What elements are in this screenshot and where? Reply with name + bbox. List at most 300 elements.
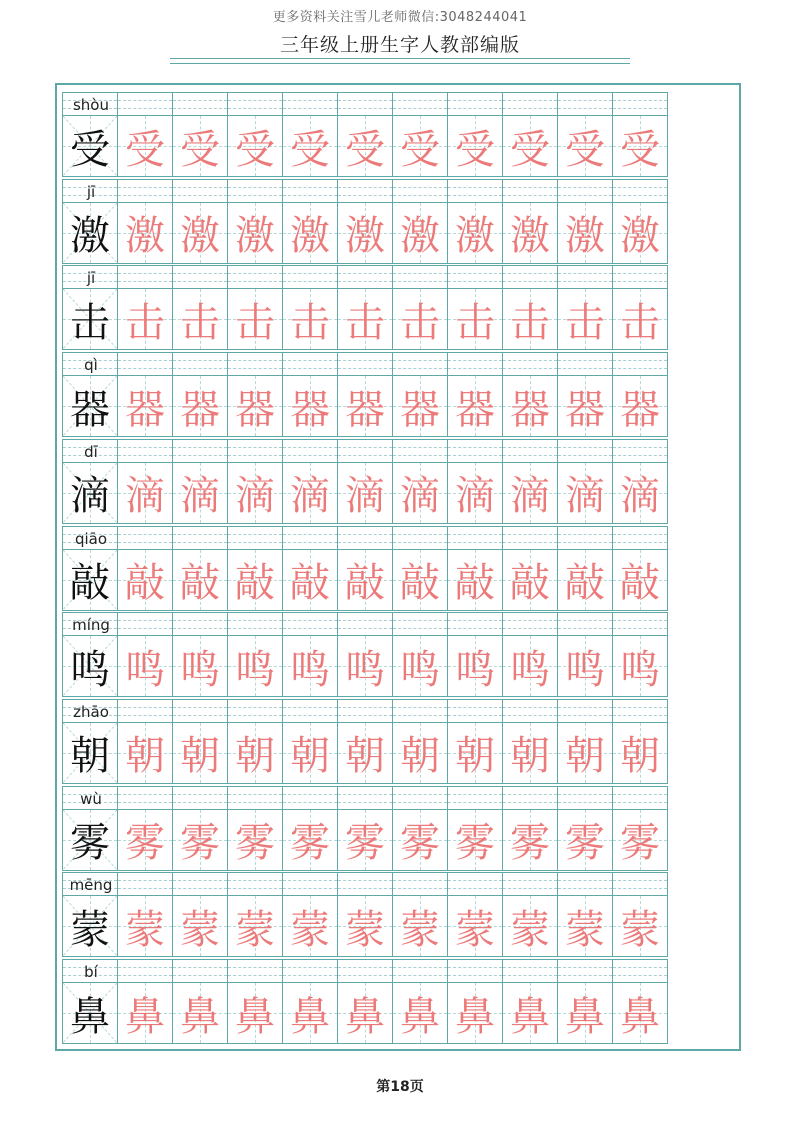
pinyin-cell: [62, 439, 118, 463]
trace-character: 激: [455, 213, 495, 260]
trace-character: 蒙: [455, 906, 495, 953]
trace-character-cell: [117, 982, 173, 1044]
model-character-cell: [62, 288, 118, 350]
trace-character: 击: [235, 299, 275, 346]
trace-character: 朝: [345, 733, 385, 780]
pinyin-practice-cell: [392, 612, 448, 636]
trace-character-cell: [172, 549, 228, 611]
trace-character: 鼻: [290, 993, 330, 1040]
pinyin-label: qì: [84, 356, 98, 375]
trace-character-cell: [282, 635, 338, 697]
trace-character-cell: [117, 722, 173, 784]
trace-character-cell: [337, 982, 393, 1044]
trace-character: 鼻: [565, 993, 605, 1040]
pinyin-cell: [62, 959, 118, 983]
model-character: 鸣: [70, 646, 110, 693]
pinyin-label: míng: [72, 616, 110, 635]
character-row: [62, 203, 734, 265]
trace-character-cell: [117, 202, 173, 264]
trace-character: 滴: [565, 473, 605, 520]
trace-character-cell: [337, 202, 393, 264]
trace-character-cell: [227, 635, 283, 697]
trace-character-cell: [557, 809, 613, 871]
pinyin-practice-cell: [227, 526, 283, 550]
pinyin-practice-cell: [337, 786, 393, 810]
trace-character: 朝: [510, 733, 550, 780]
trace-character: 敲: [180, 560, 220, 606]
pinyin-practice-cell: [447, 526, 503, 550]
pinyin-practice-cell: [227, 786, 283, 810]
pinyin-practice-cell: [447, 786, 503, 810]
trace-character: 滴: [400, 473, 440, 520]
trace-character: 敲: [345, 560, 385, 606]
trace-character: 雾: [235, 820, 275, 867]
pinyin-practice-cell: [282, 612, 338, 636]
pinyin-label: dī: [84, 442, 98, 461]
pinyin-label: jī: [86, 269, 96, 288]
trace-character-cell: [392, 635, 448, 697]
pinyin-practice-cell: [227, 699, 283, 723]
pinyin-practice-cell: [337, 699, 393, 723]
character-row: [62, 723, 734, 785]
trace-character-cell: [117, 549, 173, 611]
trace-character-cell: [172, 462, 228, 524]
pinyin-practice-cell: [337, 352, 393, 376]
pinyin-practice-cell: [172, 439, 228, 463]
trace-character-cell: [557, 549, 613, 611]
character-entry: [62, 959, 734, 1046]
pinyin-label: zhāo: [73, 702, 109, 721]
pinyin-practice-cell: [117, 439, 173, 463]
trace-character-cell: [502, 722, 558, 784]
pinyin-practice-cell: [227, 439, 283, 463]
pinyin-practice-cell: [557, 612, 613, 636]
trace-character: 滴: [125, 473, 165, 520]
character-row: [62, 463, 734, 525]
pinyin-practice-cell: [117, 872, 173, 896]
model-character: 敲: [70, 560, 110, 606]
trace-character-cell: [502, 202, 558, 264]
pinyin-practice-cell: [117, 526, 173, 550]
trace-character: 器: [620, 386, 660, 433]
pinyin-practice-cell: [172, 92, 228, 116]
pinyin-practice-cell: [337, 92, 393, 116]
trace-character: 滴: [345, 473, 385, 520]
trace-character: 鼻: [345, 993, 385, 1040]
trace-character: 滴: [455, 473, 495, 520]
pinyin-practice-cell: [612, 179, 668, 203]
trace-character-cell: [282, 288, 338, 350]
trace-character-cell: [502, 462, 558, 524]
trace-character: 击: [510, 299, 550, 346]
trace-character-cell: [172, 115, 228, 177]
pinyin-practice-cell: [557, 352, 613, 376]
trace-character: 受: [400, 126, 440, 173]
trace-character-cell: [502, 982, 558, 1044]
character-row: [62, 983, 734, 1045]
character-entry: [62, 265, 734, 352]
trace-character: 朝: [235, 733, 275, 780]
character-entry: [62, 612, 734, 699]
trace-character-cell: [612, 288, 668, 350]
trace-character: 击: [180, 299, 220, 346]
pinyin-row: [62, 439, 734, 463]
pinyin-practice-cell: [227, 612, 283, 636]
trace-character-cell: [502, 549, 558, 611]
pinyin-practice-cell: [447, 872, 503, 896]
trace-character-cell: [172, 895, 228, 957]
trace-character-cell: [447, 288, 503, 350]
page-number: 第18页: [376, 1079, 424, 1095]
pinyin-practice-cell: [172, 265, 228, 289]
trace-character: 鸣: [510, 646, 550, 693]
trace-character: 受: [125, 126, 165, 173]
trace-character: 击: [455, 299, 495, 346]
trace-character: 敲: [510, 560, 550, 606]
pinyin-practice-cell: [227, 265, 283, 289]
character-entry: [62, 179, 734, 266]
pinyin-practice-cell: [447, 699, 503, 723]
trace-character-cell: [612, 982, 668, 1044]
trace-character-cell: [392, 375, 448, 437]
trace-character-cell: [502, 288, 558, 350]
pinyin-label: shòu: [72, 96, 109, 114]
trace-character-cell: [227, 115, 283, 177]
pinyin-cell: [62, 179, 118, 203]
trace-character-cell: [227, 202, 283, 264]
pinyin-practice-cell: [392, 959, 448, 983]
pinyin-practice-cell: [447, 265, 503, 289]
pinyin-label: jī: [86, 182, 96, 201]
trace-character-cell: [282, 115, 338, 177]
trace-character: 受: [180, 126, 220, 173]
trace-character-cell: [227, 895, 283, 957]
trace-character-cell: [172, 722, 228, 784]
title-divider-secondary: [170, 63, 630, 64]
trace-character: 雾: [400, 820, 440, 867]
character-row: [62, 550, 734, 612]
pinyin-practice-cell: [612, 92, 668, 116]
trace-character-cell: [612, 722, 668, 784]
trace-character-cell: [557, 288, 613, 350]
pinyin-practice-cell: [557, 179, 613, 203]
trace-character: 受: [455, 126, 495, 173]
trace-character: 蒙: [125, 906, 165, 953]
pinyin-practice-cell: [337, 526, 393, 550]
trace-character: 激: [620, 213, 660, 260]
trace-character: 鸣: [400, 646, 440, 693]
trace-character-cell: [227, 722, 283, 784]
pinyin-practice-cell: [392, 179, 448, 203]
pinyin-practice-cell: [612, 786, 668, 810]
trace-character-cell: [282, 722, 338, 784]
pinyin-cell: [62, 699, 118, 723]
trace-character: 朝: [290, 733, 330, 780]
model-character-cell: [62, 635, 118, 697]
character-row: [62, 289, 734, 351]
pinyin-practice-cell: [557, 959, 613, 983]
trace-character: 鸣: [345, 646, 385, 693]
header-note: 更多资料关注雪儿老师微信:3048244041: [272, 10, 528, 25]
trace-character-cell: [447, 809, 503, 871]
trace-character-cell: [227, 462, 283, 524]
pinyin-practice-cell: [447, 612, 503, 636]
model-character: 鼻: [70, 993, 110, 1040]
trace-character-cell: [612, 462, 668, 524]
model-character: 受: [70, 126, 110, 173]
pinyin-practice-cell: [117, 612, 173, 636]
trace-character: 雾: [290, 820, 330, 867]
model-character: 器: [70, 386, 110, 433]
pinyin-practice-cell: [502, 526, 558, 550]
trace-character: 鸣: [455, 646, 495, 693]
trace-character-cell: [282, 202, 338, 264]
trace-character: 朝: [180, 733, 220, 780]
pinyin-cell: [62, 92, 118, 116]
pinyin-practice-cell: [282, 786, 338, 810]
pinyin-practice-cell: [117, 699, 173, 723]
trace-character-cell: [282, 809, 338, 871]
trace-character-cell: [612, 202, 668, 264]
trace-character: 蒙: [400, 906, 440, 953]
trace-character: 蒙: [345, 906, 385, 953]
trace-character-cell: [337, 809, 393, 871]
trace-character: 器: [125, 386, 165, 433]
trace-character-cell: [337, 549, 393, 611]
trace-character: 雾: [510, 820, 550, 867]
trace-character: 鸣: [565, 646, 605, 693]
pinyin-practice-cell: [117, 786, 173, 810]
trace-character: 敲: [400, 560, 440, 606]
trace-character: 朝: [125, 733, 165, 780]
trace-character-cell: [612, 895, 668, 957]
pinyin-practice-cell: [392, 699, 448, 723]
trace-character: 器: [510, 386, 550, 433]
pinyin-cell: [62, 526, 118, 550]
trace-character-cell: [117, 115, 173, 177]
pinyin-label: wù: [80, 789, 102, 808]
trace-character-cell: [557, 635, 613, 697]
pinyin-practice-cell: [557, 526, 613, 550]
pinyin-row: [62, 526, 734, 550]
trace-character: 蒙: [510, 906, 550, 953]
pinyin-practice-cell: [282, 265, 338, 289]
trace-character-cell: [117, 462, 173, 524]
pinyin-practice-cell: [392, 786, 448, 810]
pinyin-practice-cell: [502, 92, 558, 116]
trace-character-cell: [392, 202, 448, 264]
character-entry: [62, 872, 734, 959]
model-character: 雾: [70, 820, 110, 867]
trace-character: 受: [510, 126, 550, 173]
trace-character-cell: [282, 462, 338, 524]
trace-character-cell: [337, 375, 393, 437]
trace-character-cell: [557, 982, 613, 1044]
trace-character: 激: [400, 213, 440, 260]
trace-character-cell: [447, 722, 503, 784]
trace-character-cell: [117, 635, 173, 697]
pinyin-practice-cell: [172, 699, 228, 723]
trace-character-cell: [227, 809, 283, 871]
model-character: 蒙: [70, 906, 110, 953]
pinyin-practice-cell: [447, 959, 503, 983]
trace-character: 滴: [235, 473, 275, 520]
trace-character: 激: [510, 213, 550, 260]
trace-character: 击: [400, 299, 440, 346]
pinyin-practice-cell: [612, 352, 668, 376]
trace-character-cell: [392, 462, 448, 524]
trace-character-cell: [612, 809, 668, 871]
pinyin-practice-cell: [172, 872, 228, 896]
pinyin-row: [62, 872, 734, 896]
pinyin-practice-cell: [117, 179, 173, 203]
model-character: 滴: [70, 473, 110, 520]
pinyin-practice-cell: [392, 265, 448, 289]
pinyin-row: [62, 179, 734, 203]
trace-character-cell: [117, 895, 173, 957]
trace-character: 鼻: [455, 993, 495, 1040]
trace-character-cell: [282, 982, 338, 1044]
pinyin-label: qiāo: [74, 529, 108, 548]
pinyin-practice-cell: [282, 699, 338, 723]
pinyin-label: bí: [84, 963, 98, 981]
pinyin-practice-cell: [172, 959, 228, 983]
pinyin-row: [62, 265, 734, 289]
trace-character: 鼻: [510, 993, 550, 1040]
trace-character: 敲: [455, 560, 495, 606]
practice-grid: [62, 92, 734, 1046]
pinyin-practice-cell: [502, 265, 558, 289]
model-character-cell: [62, 115, 118, 177]
trace-character: 雾: [565, 820, 605, 867]
trace-character-cell: [227, 982, 283, 1044]
pinyin-practice-cell: [282, 959, 338, 983]
trace-character-cell: [502, 115, 558, 177]
pinyin-row: [62, 92, 734, 116]
pinyin-practice-cell: [557, 786, 613, 810]
pinyin-cell: [62, 872, 118, 896]
model-character-cell: [62, 549, 118, 611]
trace-character-cell: [447, 635, 503, 697]
trace-character: 滴: [510, 473, 550, 520]
trace-character: 激: [125, 213, 165, 260]
trace-character-cell: [392, 895, 448, 957]
trace-character: 击: [565, 299, 605, 346]
pinyin-practice-cell: [117, 352, 173, 376]
trace-character-cell: [337, 895, 393, 957]
trace-character-cell: [282, 549, 338, 611]
trace-character-cell: [392, 549, 448, 611]
trace-character-cell: [172, 982, 228, 1044]
trace-character: 鸣: [620, 646, 660, 693]
trace-character: 敲: [125, 560, 165, 606]
pinyin-practice-cell: [502, 786, 558, 810]
pinyin-practice-cell: [447, 352, 503, 376]
pinyin-practice-cell: [227, 179, 283, 203]
trace-character: 鸣: [235, 646, 275, 693]
pinyin-practice-cell: [502, 352, 558, 376]
trace-character-cell: [227, 288, 283, 350]
model-character-cell: [62, 809, 118, 871]
trace-character-cell: [557, 375, 613, 437]
pinyin-row: [62, 699, 734, 723]
trace-character-cell: [392, 288, 448, 350]
trace-character: 器: [400, 386, 440, 433]
trace-character: 激: [290, 213, 330, 260]
trace-character: 蒙: [290, 906, 330, 953]
pinyin-row: [62, 612, 734, 636]
trace-character: 滴: [620, 473, 660, 520]
pinyin-practice-cell: [227, 872, 283, 896]
trace-character-cell: [392, 115, 448, 177]
trace-character-cell: [172, 635, 228, 697]
trace-character: 受: [345, 126, 385, 173]
pinyin-practice-cell: [502, 959, 558, 983]
pinyin-practice-cell: [612, 699, 668, 723]
pinyin-practice-cell: [502, 612, 558, 636]
pinyin-practice-cell: [392, 439, 448, 463]
trace-character: 激: [180, 213, 220, 260]
pinyin-label: mēng: [69, 876, 113, 895]
trace-character-cell: [392, 982, 448, 1044]
pinyin-practice-cell: [557, 92, 613, 116]
trace-character: 激: [345, 213, 385, 260]
character-row: [62, 636, 734, 698]
trace-character-cell: [337, 722, 393, 784]
trace-character-cell: [337, 462, 393, 524]
pinyin-practice-cell: [612, 612, 668, 636]
title-divider: [170, 58, 630, 59]
pinyin-cell: [62, 265, 118, 289]
pinyin-practice-cell: [337, 179, 393, 203]
pinyin-practice-cell: [392, 92, 448, 116]
trace-character-cell: [557, 895, 613, 957]
trace-character-cell: [612, 375, 668, 437]
trace-character-cell: [117, 288, 173, 350]
trace-character: 朝: [620, 733, 660, 780]
model-character: 激: [70, 213, 110, 260]
trace-character: 敲: [235, 560, 275, 606]
trace-character: 器: [345, 386, 385, 433]
character-entry: [62, 526, 734, 613]
trace-character: 击: [345, 299, 385, 346]
trace-character: 雾: [455, 820, 495, 867]
trace-character: 器: [235, 386, 275, 433]
character-row: [62, 376, 734, 438]
trace-character-cell: [502, 375, 558, 437]
trace-character-cell: [502, 809, 558, 871]
pinyin-practice-cell: [447, 179, 503, 203]
trace-character-cell: [557, 722, 613, 784]
trace-character: 蒙: [180, 906, 220, 953]
trace-character: 朝: [565, 733, 605, 780]
trace-character-cell: [172, 809, 228, 871]
trace-character-cell: [392, 809, 448, 871]
pinyin-practice-cell: [612, 265, 668, 289]
pinyin-cell: [62, 352, 118, 376]
trace-character: 鸣: [290, 646, 330, 693]
trace-character: 器: [290, 386, 330, 433]
trace-character: 雾: [180, 820, 220, 867]
pinyin-practice-cell: [172, 352, 228, 376]
pinyin-practice-cell: [612, 439, 668, 463]
trace-character: 蒙: [620, 906, 660, 953]
trace-character-cell: [117, 809, 173, 871]
trace-character-cell: [227, 375, 283, 437]
trace-character: 鼻: [180, 993, 220, 1040]
pinyin-practice-cell: [337, 265, 393, 289]
pinyin-practice-cell: [172, 526, 228, 550]
